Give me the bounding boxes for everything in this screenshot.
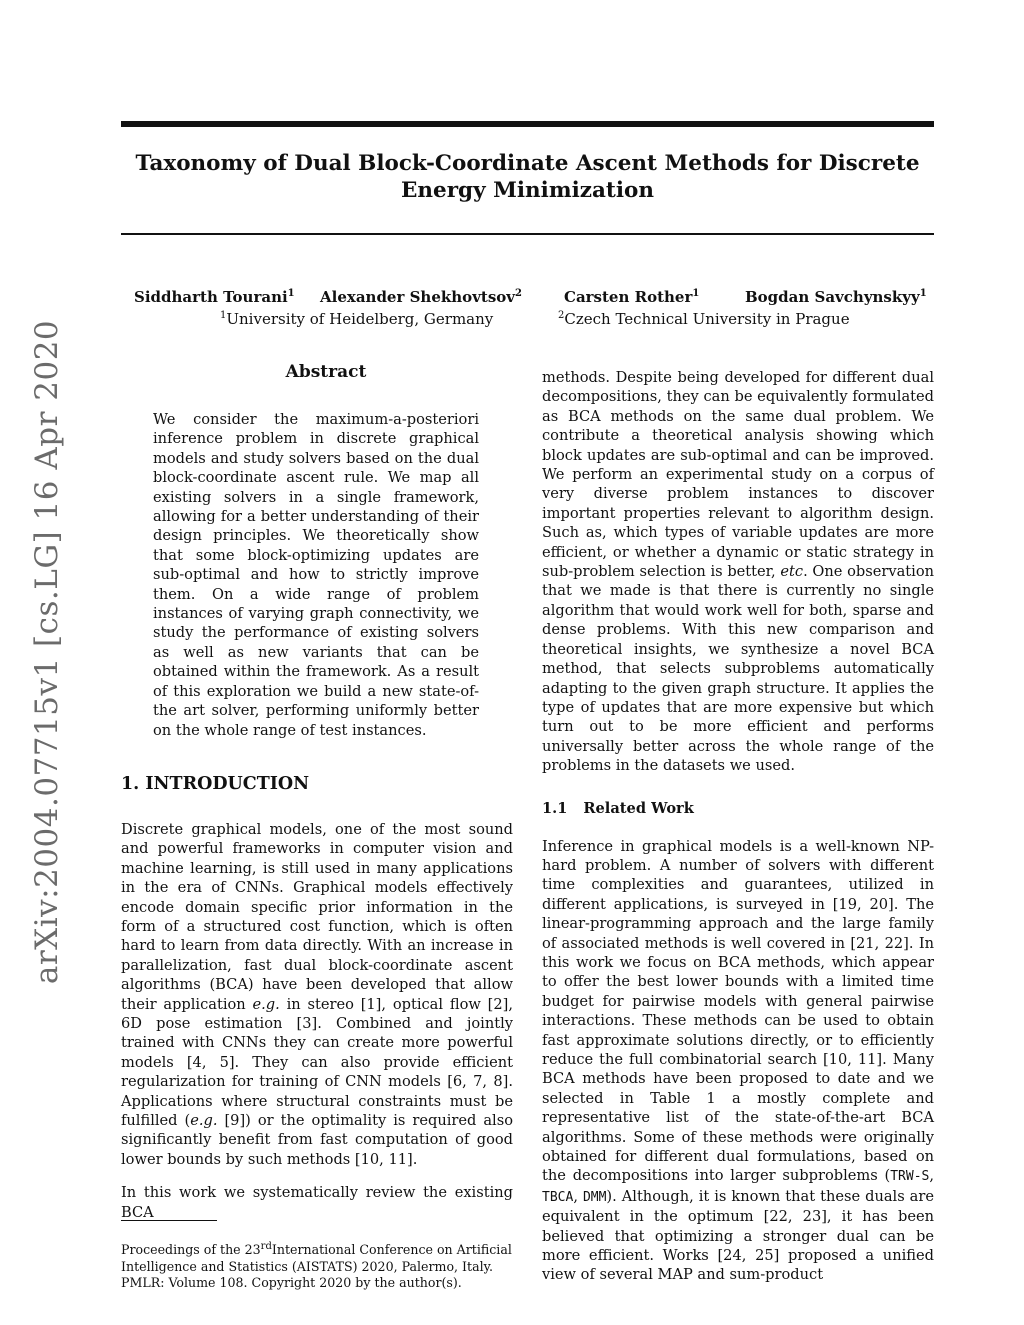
intro-paragraph-continued: methods. Despite being developed for different dual decompositions, they can be equivalently formulated as BCA methods on the same dual problem. We contribute a theoretical analysis showing which block updates are sub-optimal and can be improved. We perform an experimental study on a corpus of very diverse problem instances to discover important properties relevant to algorithm design. Such as, which types of variable updates are more efficient, or whether a dynamic or static strategy in sub-problem selection is better, etc. One observation that we made is that there is currently no single algorithm that would work well for both, sparse and dense problems. With this new comparison and theoretical insights, we synthesize a novel BCA method, that selects subproblems automatically adapting to the given graph structure. It applies the type of updates that are more expensive but which turn out to be more efficient and performs universally better across the whole range of the problems in the datasets we used. xyxy=(542,369,935,775)
title-bottom-rule xyxy=(121,233,934,235)
abstract-heading: Abstract xyxy=(285,362,367,382)
left-column xyxy=(121,362,513,1292)
related-work-paragraph: Inference in graphical models is a well-known NP-hard problem. A number of solvers with different time complexities and guarantees, utilized in different applications, is surveyed in [19, 20]. The linear-programming approach and the large family of associated methods is well covered in [21, 22]. In this work we focus on BCA methods, which appear to offer the best lower bounds with a limited time budget for pairwise models with general pairwise interactions. These methods can be used to obtain fast approximate solutions directly, or to efficiently reduce the full combinatorial search [10, 11]. Many BCA methods have been proposed to date and we selected in Table 1 a mostly complete and representative list of the state-of-the-art BCA algorithms. Some of these methods were originally obtained for different dual formulations, based on the decompositions into larger subproblems (TRW-S, TBCA, DMM). Although, it is known that these duals are equivalent in the optimum [22, 23], it has been believed that optimizing a stronger dual can be more efficient. Works [24, 25] proposed a unified view of several MAP and sum-product xyxy=(542,837,934,1284)
author: Carsten Rother$^1$ xyxy=(564,288,700,306)
subsection-heading: 1.1 Related Work xyxy=(542,799,694,817)
intro-paragraph: Discrete graphical models, one of the most sound and powerful frameworks in computer vision and machine learning, is still used in many applications in the era of CNNs. Graphical models effectively encode domain specific prior information in the form of a structured cost function, which is often hard to learn from data directly. With an increase in parallelization, fast dual block-coordinate ascent algorithms (BCA) have been developed that allow their application e.g. in stereo [1], optical flow [2], 6D pose estimation [3]. Combined and jointly trained with CNNs they can create more powerful models [4, 5]. They can also provide efficient regularization for training of CNN models [6, 7, 8]. Applications where structural constraints must be fulfilled (e.g. [9]) or the optimality is required also significantly benefit from fast computation of good lower bounds by such methods [10, 11]. xyxy=(121,820,513,1168)
section-heading: 1. INTRODUCTION xyxy=(121,773,310,794)
author: Alexander Shekhovtsov$^2$ xyxy=(320,288,522,306)
affiliation: $^1$University of Heidelberg, Germany xyxy=(220,310,494,328)
intro-paragraph-start: In this work we systematically review the existing BCA xyxy=(121,1184,513,1221)
paper-title: Taxonomy of Dual Block-Coordinate Ascent Methods for Discrete Energy Minimization xyxy=(135,151,920,203)
author: Bogdan Savchynskyy$^1$ xyxy=(745,288,927,306)
right-column xyxy=(542,368,934,1285)
author: Siddharth Tourani$^1$ xyxy=(134,288,295,306)
abstract-text: We consider the maximum-a-posteriori inference problem in discrete graphical models and study solvers based on the dual block-coordinate ascent rule. We map all existing solvers in a single framework, allowing for a better understanding of their design principles. We theoretically show that some block-optimizing updates are sub-optimal and how to strictly improve them. On a wide range of problem instances of varying graph connectivity, we study the performance of existing solvers as well as new variants that can be obtained within the framework. As a result of this exploration we build a new state-of-the art solver, performing uniformly better on the whole range of test instances. xyxy=(153,411,479,739)
footnote: Proceedings of the 23rdInternational Conference on Artificial Intelligence and Statistics (AISTATS) 2020, Palermo, Italy. PMLR: Volume 108. Copyright 2020 by the author(s). xyxy=(121,1241,512,1291)
title-top-rule xyxy=(121,121,934,127)
affiliation: $^2$Czech Technical University in Prague xyxy=(558,310,850,328)
arxiv-stamp: arXiv:2004.07715v1 [cs.LG] 16 Apr 2020 xyxy=(29,319,65,985)
